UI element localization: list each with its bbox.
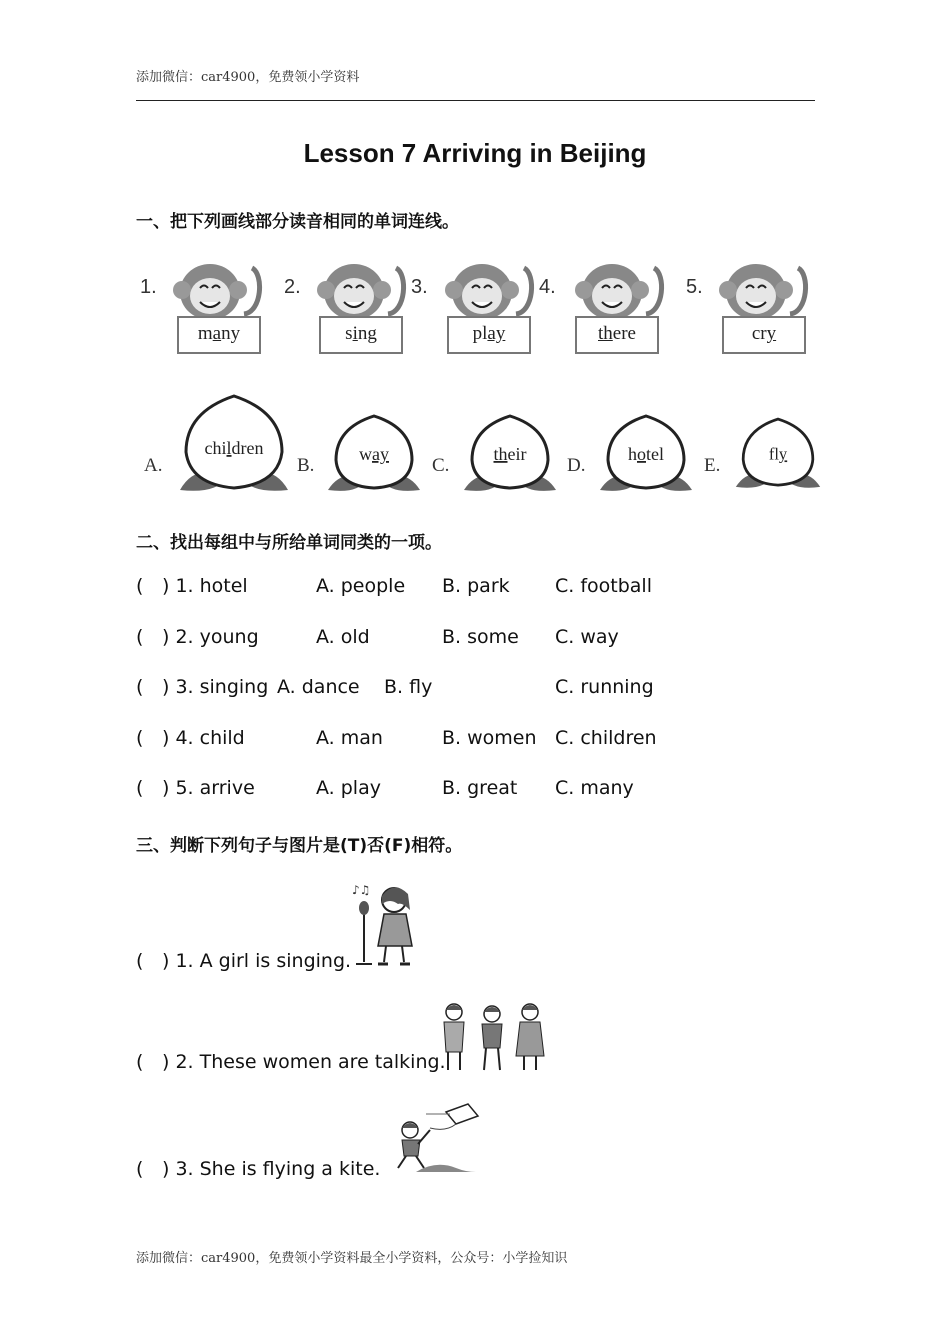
question-word: ) 4. child <box>162 727 245 749</box>
monkey-number-1: 1. <box>140 276 157 298</box>
question-word: ) 2. young <box>162 626 259 648</box>
section3-heading: 三、判断下列句子与图片是(T)否(F)相符。 <box>136 836 463 856</box>
page-footer: 添加微信：car4900，免费领小学资料最全小学资料，公众号：小学捡知识 <box>136 1251 568 1266</box>
option-a: A. play <box>316 777 381 799</box>
option-a: A. people <box>316 575 406 597</box>
monkey-word-card: many <box>177 316 261 354</box>
answer-bracket[interactable]: ( <box>136 676 144 698</box>
question-word: ) 1. hotel <box>162 575 248 597</box>
answer-bracket[interactable]: ( <box>136 1051 144 1073</box>
option-b: B. some <box>442 626 519 648</box>
peach-letter-d: D. <box>567 455 586 476</box>
answer-bracket[interactable]: ( <box>136 575 144 597</box>
peach-word-c: their <box>493 444 527 464</box>
peach-letter-a: A. <box>144 455 163 476</box>
answer-bracket[interactable]: ( <box>136 626 144 648</box>
section1-heading: 一、把下列画线部分读音相同的单词连线。 <box>136 212 459 232</box>
monkey-word-card: sing <box>319 316 403 354</box>
header-divider <box>136 100 815 101</box>
peach-word-a: children <box>204 438 264 458</box>
monkey-number-2: 2. <box>284 276 301 298</box>
women-talking-icon <box>438 1000 550 1072</box>
option-a: A. man <box>316 727 383 749</box>
option-b: B. great <box>442 777 518 799</box>
girl-singing-icon <box>350 880 420 968</box>
monkey-word-card: play <box>447 316 531 354</box>
page-header: 添加微信：car4900，免费领小学资料 <box>136 70 360 85</box>
answer-bracket[interactable]: ( <box>136 777 144 799</box>
page-title: Lesson 7 Arriving in Beijing <box>303 138 647 168</box>
question-word: ) 3. singing <box>162 676 269 698</box>
judge-sentence: ) 3. She is flying a kite. <box>162 1158 381 1180</box>
option-c: C. children <box>555 727 657 749</box>
option-b: B. women <box>442 727 537 749</box>
judge-sentence: ) 1. A girl is singing. <box>162 950 352 972</box>
question-word: ) 5. arrive <box>162 777 255 799</box>
monkey-icon <box>444 254 544 322</box>
peach-icon <box>734 412 822 494</box>
option-c: C. way <box>555 626 619 648</box>
monkey-word-card: there <box>575 316 659 354</box>
section2-heading: 二、找出每组中与所给单词同类的一项。 <box>136 533 442 553</box>
peach-letter-c: C. <box>432 455 450 476</box>
peach-icon <box>462 412 558 494</box>
monkey-icon <box>718 254 818 322</box>
svg-text:♪♫: ♪♫ <box>352 883 371 897</box>
peach-icon <box>326 412 422 494</box>
option-c: C. football <box>555 575 652 597</box>
judge-sentence: ) 2. These women are talking. <box>162 1051 446 1073</box>
monkey-number-3: 3. <box>411 276 428 298</box>
monkey-icon <box>574 254 674 322</box>
answer-bracket[interactable]: ( <box>136 950 144 972</box>
option-c: C. running <box>555 676 654 698</box>
peach-word-e: fly <box>768 444 788 464</box>
option-b: B. fly <box>384 676 433 698</box>
peach-word-b: way <box>359 444 389 464</box>
peach-letter-b: B. <box>297 455 315 476</box>
monkey-icon <box>172 254 272 322</box>
peach-word-d: hotel <box>628 444 664 464</box>
option-c: C. many <box>555 777 634 799</box>
monkey-number-4: 4. <box>539 276 556 298</box>
boy-kite-icon <box>386 1102 482 1176</box>
monkey-word-card: cry <box>722 316 806 354</box>
answer-bracket[interactable]: ( <box>136 1158 144 1180</box>
peach-icon <box>598 412 694 494</box>
monkey-number-5: 5. <box>686 276 703 298</box>
option-b: B. park <box>442 575 510 597</box>
answer-bracket[interactable]: ( <box>136 727 144 749</box>
option-a: A. dance <box>277 676 360 698</box>
option-a: A. old <box>316 626 370 648</box>
peach-letter-e: E. <box>704 455 721 476</box>
peach-icon <box>176 392 292 496</box>
monkey-icon <box>316 254 416 322</box>
